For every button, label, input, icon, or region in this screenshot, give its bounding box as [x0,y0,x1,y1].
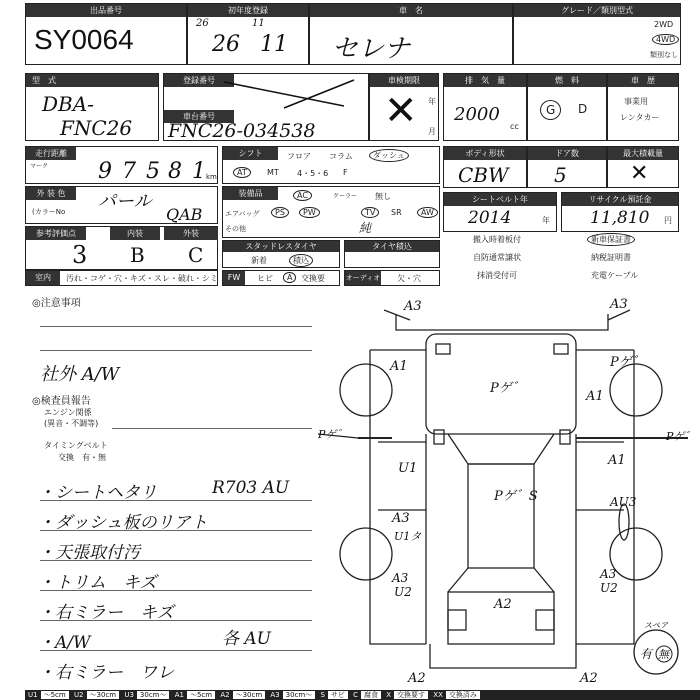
damage-legend [25,690,700,700]
equip-other-label: その他 [225,225,246,233]
studless-new: 新着 [251,256,267,265]
spare-label: スペア [644,621,668,630]
report-item-7: ・右ミラー ワレ [38,663,174,683]
first-registration-box [187,3,309,65]
first-registration-label: 初年度登録 [188,4,308,17]
chassis-number: FNC26-034538 [168,120,316,142]
damage-a1-right2: A1 [608,453,626,468]
shift-speeds: 4・5・6 [297,169,329,178]
studless-label: スタッドレスタイヤ [223,241,339,252]
history-rental: レンタカー [620,113,660,122]
doc-transfer: 自防通常譲状 [473,253,521,262]
damage-pygu-side-left: Pゲ゛ [318,428,348,441]
seatbelt-label: シートベルト年 [444,193,556,206]
damage-a2-bottom-right: A2 [580,671,598,686]
first-reg-year: 26 [212,32,240,57]
legend-a1: A1 [174,691,184,699]
displacement-label: 排 気 量 [444,74,526,87]
damage-au3-right: AU3 [610,495,637,509]
caution-line-1 [40,326,312,327]
interior-grade-value: B [130,243,145,267]
recycle-box [561,192,679,232]
interior-label: 室内 [26,271,60,285]
shift-column: コラム [329,152,353,161]
interior-grade-label: 内装 [110,227,160,240]
equip-airbag: エアバッグ [225,210,260,218]
month-unit: 月 [428,127,436,136]
history-label: 車 歴 [608,74,678,87]
interior-conditions: 汚れ・コゲ・穴・キズ・スレ・破れ・シミ [66,274,218,283]
report-item-6-code: 各 AU [222,629,272,649]
mileage-digit-1: 9 [98,159,112,184]
equipment-box [222,186,440,238]
audio-missing: 欠・穴 [397,274,421,283]
report-item-3: ・天張取付汚 [38,543,140,563]
legend-a2-range: 〜30cm [233,691,266,699]
doc-plate: 搬入時着板付 [473,235,521,244]
doors-value: 5 [554,163,567,187]
displacement-value: 2000 [454,104,500,125]
equipment-label: 装備品 [223,187,278,200]
doc-cable: 充電ケーブル [591,271,639,280]
registration-label: 登録番号 [164,74,234,87]
fuel-g: G [540,100,561,120]
body-shape-value: CBW [458,163,509,187]
fw-a: A [283,272,296,283]
doors-label: ドア数 [528,147,606,160]
damage-pygu-side-right: Pゲ゛ [666,430,696,443]
model-type-line1: DBA- [42,92,94,116]
capacity-value: ✕ [630,161,649,186]
chassis-label: 車台番号 [164,110,234,123]
studless-loaded: 積込 [289,254,313,267]
fw-replace: 交換要 [301,274,325,283]
car-name-label: 車 名 [310,4,512,17]
first-reg-year-small: 26 [196,18,209,29]
damage-pygu-center: Pゲ゛S [494,489,538,504]
damage-a3-left2: A3 [392,571,409,585]
color-value: パール [98,191,152,212]
shift-floor: フロア [287,152,311,161]
body-shape-label: ボディ形状 [444,147,526,160]
damage-pygu-right: Pゲ゛ [610,355,645,370]
history-business: 事業用 [624,97,648,106]
doors-box [527,146,607,188]
mileage-digit-4: 8 [168,159,182,184]
legend-u2-range: 〜30cm [87,691,120,699]
shift-f: F [343,168,348,177]
equip-cooler: クーラー [333,193,358,200]
capacity-box [607,146,679,188]
mileage-unit: km [206,173,217,181]
model-type-box [25,73,159,141]
equip-tv: TV [361,207,379,218]
fuel-d: D [578,102,588,116]
model-type-label: 型 式 [26,74,158,87]
recycle-value: 11,810 [590,208,650,228]
exterior-grade-value: C [188,243,204,267]
fw-label: FW [223,271,245,285]
damage-u2-left: U2 [394,585,412,599]
grade-box [513,3,681,65]
mileage-mark: マーク [30,163,49,170]
audio-box [344,270,440,286]
doc-warranty: 新車保証書 [587,233,635,246]
cc-unit: cc [510,122,519,131]
report-line-6 [40,650,312,651]
damage-a1-left: A1 [390,359,408,374]
tire-loaded-label: タイヤ積込 [345,241,439,252]
lot-number-box [25,3,187,65]
timing-label: タイミングベルト [44,441,108,450]
color-number-label: (カラーNo [32,208,66,216]
mileage-label: 走行距離 [26,147,76,160]
drive-none: 類別なし [650,51,678,59]
inspection-label: 車検期限 [370,74,438,87]
shift-box [222,146,440,184]
shift-dash: ダッシュ [369,149,409,162]
damage-u2-right: U2 [600,581,618,595]
equip-aw: AW [417,207,438,218]
capacity-label: 最大積載量 [608,147,678,160]
interior-box [25,270,218,286]
caution-title: ◎注意事項 [32,298,81,309]
report-line-4 [40,590,312,591]
car-name: セレナ [332,34,411,64]
report-item-1-code: R703 AU [212,478,290,498]
report-title: ◎検査員報告 [32,396,91,407]
lot-number: SY0064 [34,24,134,55]
car-damage-diagram [318,292,700,688]
legend-s: S [320,691,325,699]
mileage-digit-3: 5 [146,159,160,184]
damage-a3-right2: A3 [600,567,617,581]
legend-a2: A2 [220,691,230,699]
legend-xx-text: 交換済み [446,691,480,699]
legend-x-text: 交換要す [394,691,428,699]
legend-xx: XX [433,691,443,699]
damage-u1-left: U1タ [394,530,422,543]
registration-box [163,73,369,141]
damage-a1-right: A1 [586,389,604,404]
caution-line-2 [40,350,312,351]
report-line-5 [40,620,312,621]
exterior-grade-label: 外装 [164,227,218,240]
mileage-digit-5: 1 [192,159,206,184]
seatbelt-year: 2014 [468,208,512,228]
damage-u1: U1 [398,461,418,476]
damage-a3-top-left: A3 [404,299,422,314]
legend-u3-range: 30cm〜 [137,691,170,699]
documents-box [443,232,679,286]
equip-none: 無し [375,192,391,201]
spare-yes: 有 [640,647,653,661]
doc-cancel: 抹消受付可 [477,271,517,280]
damage-a3-top-right: A3 [610,297,628,312]
car-name-box [309,3,513,65]
fw-crack: ヒビ [257,274,273,283]
timing-sub: 交換 有・無 [58,453,106,462]
equip-ps: PS [271,207,289,218]
legend-u1: U1 [28,691,38,699]
color-box [25,186,218,224]
inspection-box [369,73,439,141]
report-line-1 [40,500,312,501]
report-line-3 [40,560,312,561]
engine-label: エンジン関係 [44,408,92,417]
fuel-box [527,73,607,141]
damage-a2-rear: A2 [494,597,512,612]
shift-mt: MT [267,168,279,177]
equip-ac: AC [293,190,312,201]
seatbelt-unit: 年 [542,216,550,225]
mileage-box [25,146,218,184]
lot-number-label: 出品番号 [26,4,186,17]
report-item-6: ・A/W [38,633,91,653]
damage-a3-left: A3 [392,511,410,526]
studless-box [222,240,340,268]
year-unit: 年 [428,97,436,106]
registration-cross [224,78,364,110]
drive-4wd: 4WD [652,34,679,45]
report-item-5: ・右ミラー キズ [38,603,174,623]
equip-pw: PW [299,207,320,218]
legend-u2: U2 [73,691,84,699]
audio-label: オーディオ [345,271,381,285]
legend-a1-range: 〜5cm [187,691,215,699]
legend-u3: U3 [124,691,134,699]
tire-loaded-box [344,240,440,268]
drive-2wd: 2WD [654,20,674,29]
engine-sub: (異音・不調等) [44,419,99,428]
history-box [607,73,679,141]
first-reg-month: 11 [260,32,288,57]
report-item-1: ・シートヘタリ [38,483,157,503]
shift-at: AT [233,167,251,178]
body-shape-box [443,146,527,188]
damage-pygu-roof: Pゲ゛ [490,381,525,396]
caution-item-1: 社外 A/W [40,364,120,385]
report-line-2 [40,530,312,531]
recycle-yen: 円 [664,216,672,225]
equip-sr: SR [391,208,402,217]
grade-label: グレード／類別型式 [514,4,680,17]
fw-box [222,270,340,286]
damage-a2-bottom-left: A2 [408,671,426,686]
report-item-2: ・ダッシュ板のリアト [38,513,208,533]
legend-c-text: 腐食 [361,691,381,699]
legend-s-text: サビ [328,691,348,699]
displacement-box [443,73,527,141]
engine-line [112,428,312,429]
doc-tax: 納税証明書 [591,253,631,262]
legend-x: X [386,691,392,699]
equip-other-value: 純 [359,221,372,235]
fuel-label: 燃 料 [528,74,606,87]
legend-u1-range: 〜5cm [41,691,69,699]
first-reg-month-small: 11 [252,18,265,29]
recycle-label: リサイクル預託金 [562,193,678,206]
legend-a3-range: 30cm〜 [283,691,316,699]
score-value: 3 [72,241,88,269]
legend-c: C [353,691,359,699]
legend-a3: A3 [270,691,280,699]
shift-label: シフト [223,147,278,160]
color-code: QAB [166,205,203,224]
seatbelt-box [443,192,557,232]
grades-box [25,226,218,270]
inspection-value: ✕ [384,88,418,134]
model-type-line2: FNC26 [60,116,133,140]
color-label: 外 装 色 [26,187,76,200]
score-label: 参考評価点 [26,227,86,240]
spare-no: 無 [658,648,669,661]
report-item-4: ・トリム キズ [38,573,157,593]
mileage-digit-2: 7 [122,159,136,184]
